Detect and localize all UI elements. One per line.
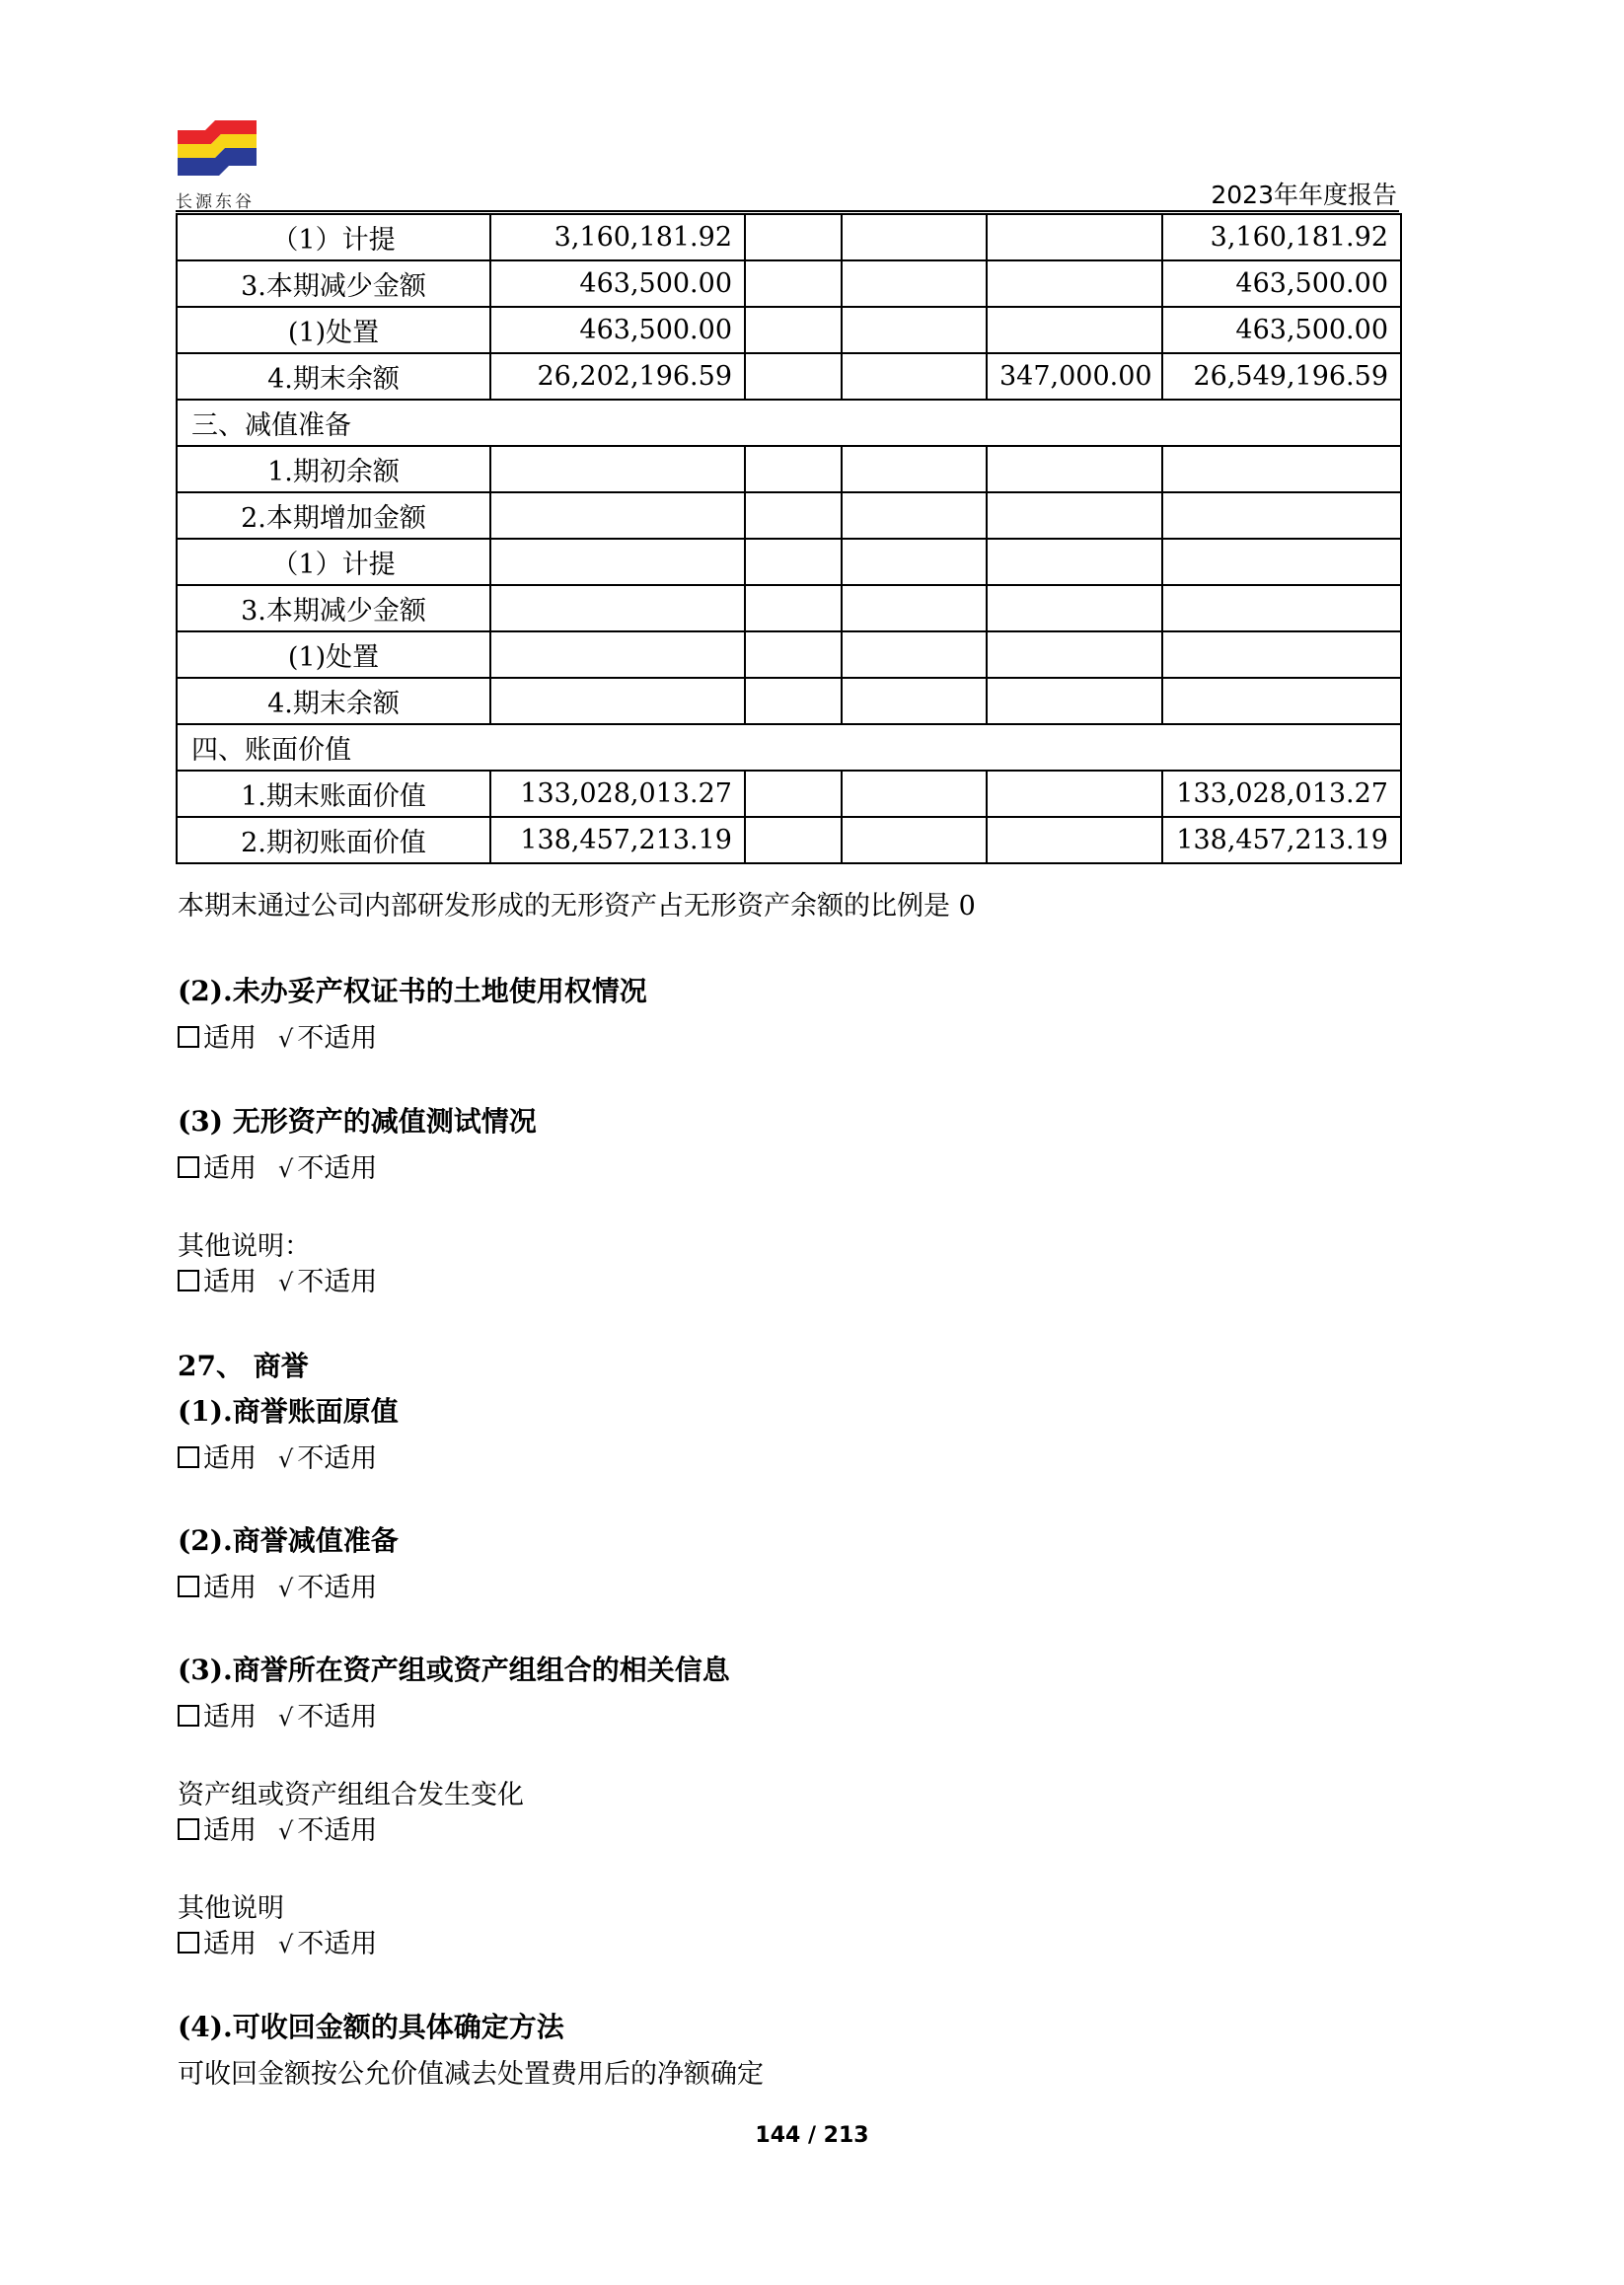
- value-cell: [842, 492, 987, 539]
- value-cell: [490, 539, 745, 585]
- table-row: [177, 214, 1401, 260]
- value-cell: [490, 492, 745, 539]
- checkmark-icon: √: [278, 1269, 294, 1296]
- value-cell: [490, 446, 745, 492]
- logo-text: 长源东谷: [176, 192, 255, 212]
- value-cell: [745, 585, 842, 631]
- table-row: [177, 353, 1401, 400]
- value-cell: [745, 539, 842, 585]
- row-label-cell: 2.期初账面价值: [177, 817, 490, 863]
- value-cell: [1162, 678, 1401, 724]
- table-row: [177, 585, 1401, 631]
- value-cell: [490, 678, 745, 724]
- checkmark-icon: √: [278, 1575, 294, 1602]
- applicability-option: [178, 1808, 377, 1847]
- table-row: [177, 631, 1401, 678]
- applicable-label: 适用: [203, 1929, 257, 1959]
- checkbox-unchecked-icon: [178, 1576, 199, 1597]
- table-row: [177, 817, 1401, 863]
- value-cell: [987, 446, 1162, 492]
- value-cell: 463,500.00: [490, 307, 745, 353]
- table-row: [177, 307, 1401, 353]
- applicable-label: 适用: [203, 1023, 257, 1054]
- recoverable-method-text: 可收回金额按公允价值减去处置费用后的净额确定: [178, 2059, 764, 2090]
- checkmark-icon: √: [278, 1817, 294, 1845]
- value-cell: 26,202,196.59: [490, 353, 745, 400]
- value-cell: [1162, 631, 1401, 678]
- value-cell: 133,028,013.27: [1162, 771, 1401, 817]
- value-cell: [987, 678, 1162, 724]
- checkmark-icon: √: [278, 1155, 294, 1183]
- applicability-option: [178, 1146, 377, 1185]
- not-applicable-label: 不适用: [297, 1929, 378, 1959]
- value-cell: [842, 585, 987, 631]
- company-logo: [176, 116, 260, 212]
- value-cell: [842, 539, 987, 585]
- value-cell: [987, 585, 1162, 631]
- value-cell: [745, 817, 842, 863]
- row-label-cell: （1）计提: [177, 214, 490, 260]
- logo-flag-icon: [176, 116, 258, 185]
- table-row: [177, 260, 1401, 307]
- value-cell: [1162, 446, 1401, 492]
- checkbox-unchecked-icon: [178, 1026, 199, 1048]
- value-cell: 463,500.00: [1162, 307, 1401, 353]
- value-cell: [745, 214, 842, 260]
- applicable-label: 适用: [203, 1702, 257, 1732]
- value-cell: [987, 214, 1162, 260]
- value-cell: [745, 307, 842, 353]
- row-label-cell: 3.本期减少金额: [177, 260, 490, 307]
- other-note-label: 其他说明: [178, 1893, 284, 1924]
- section-heading: (4).可收回金额的具体确定方法: [178, 2011, 564, 2043]
- table-row: [177, 492, 1401, 539]
- applicability-option: [178, 1437, 377, 1475]
- value-cell: [987, 492, 1162, 539]
- value-cell: [745, 492, 842, 539]
- value-cell: [745, 631, 842, 678]
- not-applicable-label: 不适用: [297, 1267, 378, 1297]
- value-cell: [745, 678, 842, 724]
- section-heading: (1).商誉账面原值: [178, 1395, 399, 1428]
- section-heading: (2).商誉减值准备: [178, 1524, 399, 1557]
- value-cell: [842, 307, 987, 353]
- page-number: 144 / 213: [755, 2123, 869, 2148]
- checkbox-unchecked-icon: [178, 1705, 199, 1727]
- row-label-cell: 1.期末账面价值: [177, 771, 490, 817]
- table-row: [177, 539, 1401, 585]
- section-heading: (3).商誉所在资产组或资产组组合的相关信息: [178, 1654, 730, 1686]
- value-cell: [745, 353, 842, 400]
- value-cell: [987, 539, 1162, 585]
- applicable-label: 适用: [203, 1153, 257, 1184]
- checkbox-unchecked-icon: [178, 1818, 199, 1840]
- other-note-label: 其他说明：: [178, 1231, 311, 1262]
- value-cell: [987, 817, 1162, 863]
- table-section-row: [177, 724, 1401, 771]
- checkmark-icon: √: [278, 1025, 294, 1053]
- applicable-label: 适用: [203, 1443, 257, 1474]
- checkbox-unchecked-icon: [178, 1446, 199, 1468]
- table-row: [177, 771, 1401, 817]
- checkmark-icon: √: [278, 1931, 294, 1958]
- applicability-option: [178, 1260, 377, 1298]
- not-applicable-label: 不适用: [297, 1023, 378, 1054]
- value-cell: [745, 260, 842, 307]
- value-cell: 26,549,196.59: [1162, 353, 1401, 400]
- value-cell: 3,160,181.92: [1162, 214, 1401, 260]
- value-cell: 133,028,013.27: [490, 771, 745, 817]
- value-cell: [842, 631, 987, 678]
- value-cell: 463,500.00: [1162, 260, 1401, 307]
- applicability-option: [178, 1922, 377, 1960]
- value-cell: [1162, 539, 1401, 585]
- value-cell: [842, 260, 987, 307]
- value-cell: [987, 260, 1162, 307]
- value-cell: [842, 446, 987, 492]
- not-applicable-label: 不适用: [297, 1443, 378, 1474]
- value-cell: [842, 214, 987, 260]
- value-cell: [1162, 585, 1401, 631]
- header-divider: [176, 210, 1399, 212]
- row-label-cell: （1）计提: [177, 539, 490, 585]
- checkbox-unchecked-icon: [178, 1156, 199, 1178]
- row-label-cell: 4.期末余额: [177, 353, 490, 400]
- table-row: [177, 446, 1401, 492]
- value-cell: [987, 307, 1162, 353]
- not-applicable-label: 不适用: [297, 1815, 378, 1846]
- rd-ratio-note: 本期末通过公司内部研发形成的无形资产占无形资产余额的比例是 0: [178, 891, 976, 921]
- section-heading: 27、 商誉: [178, 1350, 309, 1382]
- group-change-label: 资产组或资产组组合发生变化: [178, 1780, 524, 1810]
- value-cell: [842, 353, 987, 400]
- applicability-option: [178, 1695, 377, 1733]
- table-section-row: [177, 400, 1401, 446]
- value-cell: [987, 631, 1162, 678]
- section-label-cell: 三、减值准备: [177, 400, 1401, 446]
- value-cell: [842, 771, 987, 817]
- checkmark-icon: √: [278, 1445, 294, 1473]
- row-label-cell: 3.本期减少金额: [177, 585, 490, 631]
- applicable-label: 适用: [203, 1267, 257, 1297]
- value-cell: 138,457,213.19: [490, 817, 745, 863]
- table-row: [177, 678, 1401, 724]
- table-body: [177, 214, 1401, 863]
- value-cell: [745, 771, 842, 817]
- report-title: 2023年年度报告: [1211, 181, 1397, 209]
- value-cell: [490, 631, 745, 678]
- value-cell: [1162, 492, 1401, 539]
- not-applicable-label: 不适用: [297, 1153, 378, 1184]
- row-label-cell: (1)处置: [177, 307, 490, 353]
- applicability-option: [178, 1566, 377, 1604]
- value-cell: [842, 817, 987, 863]
- section-heading: (2).未办妥产权证书的土地使用权情况: [178, 975, 647, 1007]
- applicable-label: 适用: [203, 1573, 257, 1603]
- checkbox-unchecked-icon: [178, 1270, 199, 1291]
- row-label-cell: 2.本期增加金额: [177, 492, 490, 539]
- value-cell: 3,160,181.92: [490, 214, 745, 260]
- intangible-assets-table: [176, 213, 1402, 864]
- value-cell: [842, 678, 987, 724]
- value-cell: 347,000.00: [987, 353, 1162, 400]
- value-cell: [745, 446, 842, 492]
- applicability-option: [178, 1016, 377, 1055]
- row-label-cell: 1.期初余额: [177, 446, 490, 492]
- row-label-cell: (1)处置: [177, 631, 490, 678]
- value-cell: [490, 585, 745, 631]
- not-applicable-label: 不适用: [297, 1702, 378, 1732]
- applicable-label: 适用: [203, 1815, 257, 1846]
- value-cell: 463,500.00: [490, 260, 745, 307]
- not-applicable-label: 不适用: [297, 1573, 378, 1603]
- checkmark-icon: √: [278, 1704, 294, 1732]
- section-label-cell: 四、账面价值: [177, 724, 1401, 771]
- section-heading: (3) 无形资产的减值测试情况: [178, 1105, 537, 1138]
- checkbox-unchecked-icon: [178, 1932, 199, 1953]
- value-cell: [987, 771, 1162, 817]
- value-cell: 138,457,213.19: [1162, 817, 1401, 863]
- row-label-cell: 4.期末余额: [177, 678, 490, 724]
